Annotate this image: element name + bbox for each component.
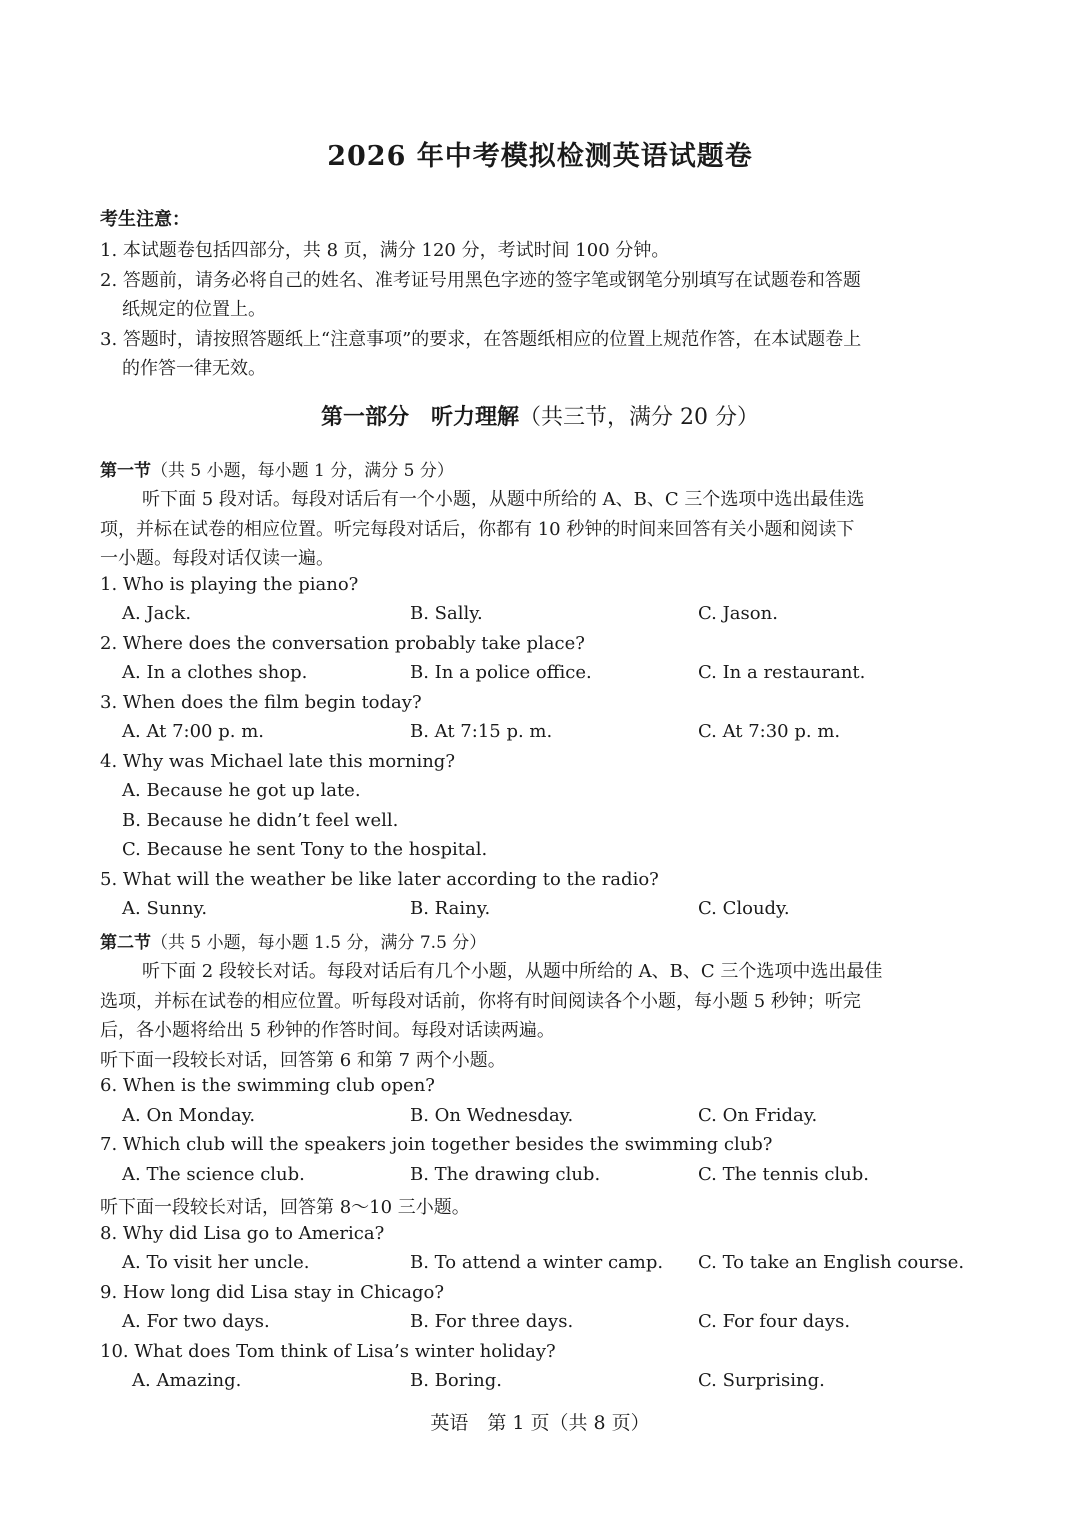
option-a: A. The science club. <box>122 1164 305 1185</box>
option-b: B. On Wednesday. <box>410 1105 574 1126</box>
instruction-line: 听下面 2 段较长对话。每段对话后有几个小题，从题中所给的 A、B、C 三个选项中选出最佳 <box>142 961 883 982</box>
option-b: B. In a police office. <box>410 662 592 683</box>
notice-item: 1. 本试题卷包括四部分，共 8 页，满分 120 分，考试时间 100 分钟。 <box>100 240 670 261</box>
option-a: A. In a clothes shop. <box>122 662 308 683</box>
instruction-line: 选项，并标在试卷的相应位置。听每段对话前，你将有时间阅读各个小题，每小题 5 秒钟；听完 <box>100 991 861 1012</box>
question-text: 3. When does the film begin today? <box>100 692 422 713</box>
option-c: C. Because he sent Tony to the hospital. <box>122 839 488 860</box>
option-c: C. The tennis club. <box>698 1164 870 1185</box>
option-c: C. Jason. <box>698 603 778 624</box>
option-b: B. For three days. <box>410 1311 574 1332</box>
instruction-line: 项，并标在试卷的相应位置。听完每段对话后，你都有 10 秒钟的时间来回答有关小题和阅读下 <box>100 519 855 540</box>
option-b: B. At 7:15 p. m. <box>410 721 553 742</box>
option-a: A. At 7:00 p. m. <box>122 721 264 742</box>
question-text: 1. Who is playing the piano? <box>100 574 359 595</box>
option-b: B. Because he didn’t feel well. <box>122 810 399 831</box>
section-heading-note: （共 5 小题，每小题 1.5 分，满分 7.5 分） <box>151 933 487 953</box>
part-heading-note: （共三节，满分 20 分） <box>519 405 759 430</box>
question-text: 9. How long did Lisa stay in Chicago? <box>100 1282 445 1303</box>
option-b: B. Sally. <box>410 603 483 624</box>
option-a: A. On Monday. <box>122 1105 256 1126</box>
question-text: 8. Why did Lisa go to America? <box>100 1223 385 1244</box>
dialog-intro: 听下面一段较长对话，回答第 8～10 三小题。 <box>100 1197 470 1218</box>
option-a: A. To visit her uncle. <box>122 1252 310 1273</box>
notice-item: 3. 答题时，请按照答题纸上“注意事项”的要求，在答题纸相应的位置上规范作答，在本试题卷上 <box>100 329 862 350</box>
question-text: 10. What does Tom think of Lisa’s winter holiday? <box>100 1341 556 1362</box>
option-b: B. To attend a winter camp. <box>410 1252 664 1273</box>
instruction-line: 一小题。每段对话仅读一遍。 <box>100 548 334 569</box>
option-c: C. For four days. <box>698 1311 851 1332</box>
question-text: 2. Where does the conversation probably take place? <box>100 633 585 654</box>
part-heading-main: 第一部分 听力理解 <box>321 404 520 430</box>
option-a: A. Amazing. <box>132 1370 242 1391</box>
section-heading <box>100 456 454 481</box>
option-b: B. Boring. <box>410 1370 502 1391</box>
notice-item: 2. 答题前，请务必将自己的姓名、准考证号用黑色字迹的签字笔或钢笔分别填写在试题卷和答题 <box>100 270 861 291</box>
question-text: 4. Why was Michael late this morning? <box>100 751 455 772</box>
dialog-intro: 听下面一段较长对话，回答第 6 和第 7 两个小题。 <box>100 1050 506 1071</box>
page-title: 2026 年中考模拟检测英语试题卷 <box>327 141 753 172</box>
instruction-line: 听下面 5 段对话。每段对话后有一个小题，从题中所给的 A、B、C 三个选项中选出最佳选 <box>142 489 865 510</box>
option-b: B. Rainy. <box>410 898 491 919</box>
question-text: 7. Which club will the speakers join together besides the swimming club? <box>100 1134 773 1155</box>
notice-item: 纸规定的位置上。 <box>122 299 266 320</box>
option-a: A. Sunny. <box>122 898 208 919</box>
option-c: C. Surprising. <box>698 1370 825 1391</box>
section-heading-main: 第一节 <box>100 461 151 481</box>
section-heading-main: 第二节 <box>100 933 151 953</box>
section-heading <box>100 928 486 953</box>
option-a: A. For two days. <box>122 1311 270 1332</box>
option-c: C. In a restaurant. <box>698 662 866 683</box>
question-text: 5. What will the weather be like later according to the radio? <box>100 869 659 890</box>
option-b: B. The drawing club. <box>410 1164 601 1185</box>
section-heading-note: （共 5 小题，每小题 1 分，满分 5 分） <box>151 461 454 481</box>
notice-heading: 考生注意： <box>100 209 190 230</box>
notice-item: 的作答一律无效。 <box>122 358 266 379</box>
option-c: C. To take an English course. <box>698 1252 965 1273</box>
option-c: C. At 7:30 p. m. <box>698 721 841 742</box>
option-a: A. Because he got up late. <box>122 780 361 801</box>
option-c: C. On Friday. <box>698 1105 818 1126</box>
page-footer: 英语 第 1 页（共 8 页） <box>430 1412 650 1434</box>
part-heading <box>0 400 1080 431</box>
option-c: C. Cloudy. <box>698 898 790 919</box>
question-text: 6. When is the swimming club open? <box>100 1075 435 1096</box>
instruction-line: 后，各小题将给出 5 秒钟的作答时间。每段对话读两遍。 <box>100 1020 555 1041</box>
option-a: A. Jack. <box>122 603 192 624</box>
